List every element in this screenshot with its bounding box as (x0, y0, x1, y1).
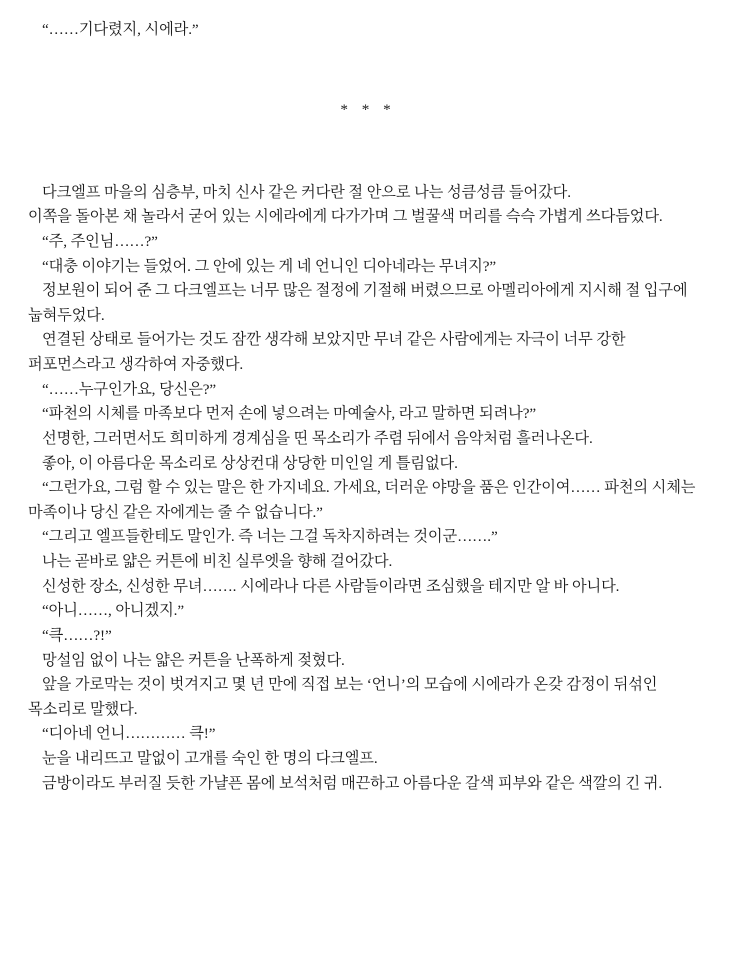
paragraph: 나는 곧바로 얇은 커튼에 비친 실루엣을 향해 걸어갔다. (42, 553, 393, 570)
paragraph: “대충 이야기는 들었어. 그 안에 있는 게 네 언니인 디아네라는 무녀지?” (42, 257, 497, 275)
paragraph: “그런가요, 그럼 할 수 있는 말은 한 가지네요. 가세요, 더러운 야망을 품은 인간이여…… 파천의 시체는 마족이나 당신 같은 자에게는 줄 수 없습니다.” (28, 479, 696, 521)
opening-dialogue-line: “……기다렸지, 시에라.” (42, 21, 199, 38)
paragraph: 망설임 없이 나는 얇은 커튼을 난폭하게 젖혔다. (42, 651, 345, 669)
paragraph: “주, 주인님……?” (42, 232, 158, 250)
paragraph: “큭……?!” (42, 626, 112, 644)
paragraph: “그리고 엘프들한테도 말인가. 즉 너는 그걸 독차지하려는 것이군…….” (42, 528, 498, 546)
body-text-block (28, 181, 708, 797)
paragraph: 앞을 가로막는 것이 벗겨지고 몇 년 만에 직접 보는 ‘언니’의 모습에 시에라가 온갖 감정이 뒤섞인 목소리로 말했다. (28, 676, 658, 718)
section-spacer (28, 119, 708, 181)
paragraph: 신성한 장소, 신성한 무녀……. 시에라나 다른 사람들이라면 조심했을 테지만 알 바 아니다. (42, 577, 620, 595)
paragraph: 눈을 내리뜨고 말없이 고개를 숙인 한 명의 다크엘프. (42, 750, 378, 767)
paragraph: 이쪽을 돌아본 채 놀라서 굳어 있는 시에라에게 다가가며 그 벌꿀색 머리를 슥슥 가볍게 쓰다듬었다. (28, 208, 663, 226)
paragraph: 정보원이 되어 준 그 다크엘프는 너무 많은 절정에 기절해 버렸으므로 아멜리아에게 지시해 절 입구에 눕혀두었다. (28, 282, 688, 324)
scene-divider: * * * (340, 100, 396, 118)
paragraph: 금방이라도 부러질 듯한 가냘픈 몸에 보석처럼 매끈하고 아름다운 갈색 피부와 같은 색깔의 긴 귀. (42, 774, 663, 792)
paragraph: “파천의 시체를 마족보다 먼저 손에 넣으려는 마예술사, 라고 말하면 되려나?” (42, 405, 537, 423)
paragraph: “……누구인가요, 당신은?” (42, 380, 217, 398)
paragraph: 연결된 상태로 들어가는 것도 잠깐 생각해 보았지만 무녀 같은 사람에게는 자극이 너무 강한 퍼포먼스라고 생각하여 자중했다. (28, 331, 626, 373)
paragraph: 좋아, 이 아름다운 목소리로 상상컨대 상당한 미인일 게 틀림없다. (42, 454, 458, 472)
paragraph: 선명한, 그러면서도 희미하게 경계심을 띤 목소리가 주렴 뒤에서 음악처럼 흘러나온다. (42, 429, 593, 447)
paragraph: “아니……, 아니겠지.” (42, 602, 184, 620)
paragraph: “디아네 언니………… 큭!” (42, 725, 216, 743)
paragraph: 다크엘프 마을의 심층부, 마치 신사 같은 커다란 절 안으로 나는 성큼성큼 들어갔다. (42, 183, 571, 201)
